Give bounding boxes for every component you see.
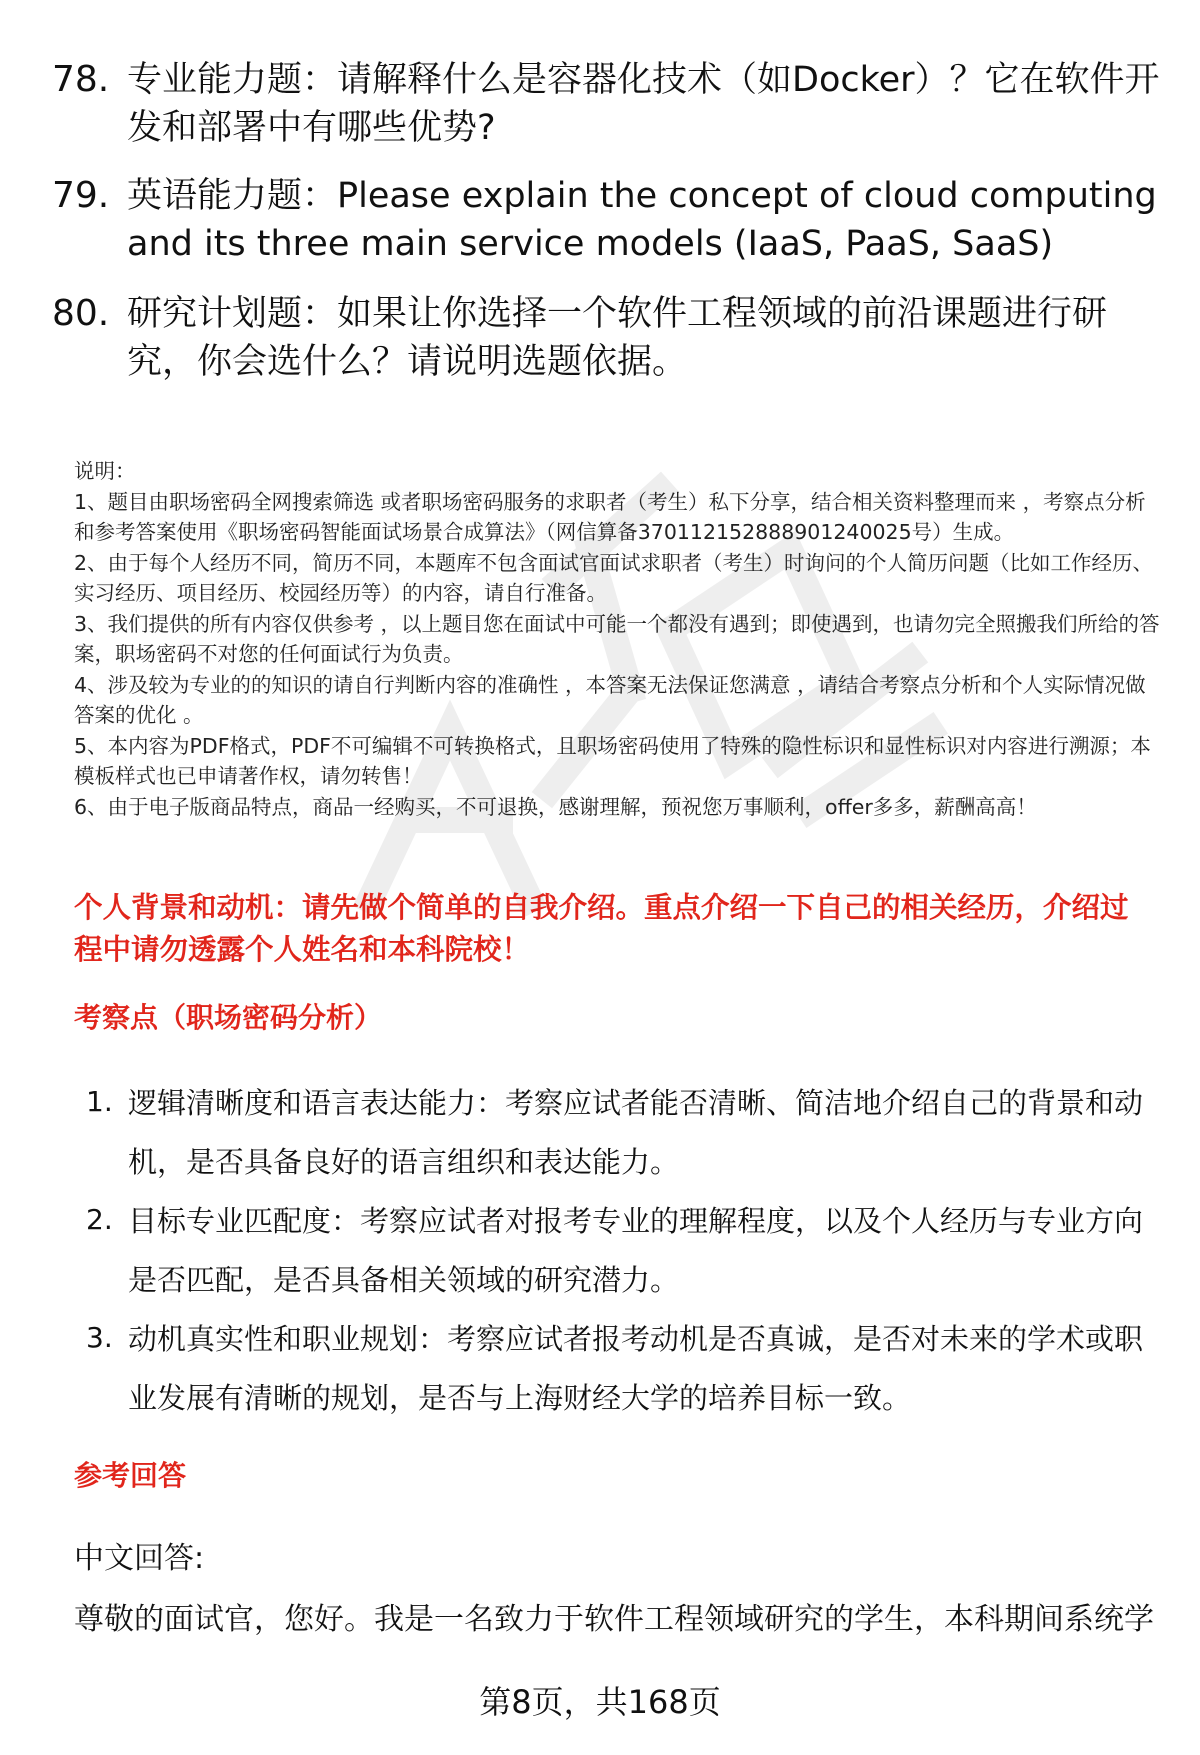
analysis-points xyxy=(0,1074,1200,1428)
point-number: 1. xyxy=(86,1085,113,1118)
analysis-point xyxy=(0,1074,1200,1192)
featured-question: 个人背景和动机：请先做个简单的自我介绍。重点介绍一下自己的相关经历，介绍过程中请勿透露个人姓名和本科院校！ xyxy=(74,891,1129,966)
question-text: 研究计划题：如果让你选择一个软件工程领域的前沿课题进行研究，你会选什么？请说明选题依据。 xyxy=(127,294,1108,382)
point-text: 动机真实性和职业规划：考察应试者报考动机是否真诚，是否对未来的学术或职业发展有清晰的规划，是否与上海财经大学的培养目标一致。 xyxy=(128,1322,1144,1415)
analysis-point xyxy=(0,1192,1200,1310)
reference-title: 参考回答 xyxy=(74,1459,187,1492)
note-item: 5、本内容为PDF格式，PDF不可编辑不可转换格式，且职场密码使用了特殊的隐性标识和显性标识对内容进行溯源；本模板样式也已申请著作权，请勿转售！ xyxy=(74,733,1151,788)
question-number: 80. xyxy=(52,293,110,334)
note-item: 6、由于电子版商品特点，商品一经购买，不可退换，感谢理解，预祝您万事顺利，offer多多，薪酬高高！ xyxy=(74,794,1037,819)
question-number: 79. xyxy=(52,175,110,216)
disclaimer-notes xyxy=(74,456,1164,822)
note-item: 1、题目由职场密码全网搜索筛选 或者职场密码服务的求职者（考生）私下分享，结合相关资料整理而来 ，考察点分析和参考答案使用《职场密码智能面试场景合成算法》（网信算备370112152888901240025号）生成。 xyxy=(74,489,1146,544)
answer-text: 尊敬的面试官，您好。我是一名致力于软件工程领域研究的学生，本科期间系统学 xyxy=(74,1602,1154,1637)
analysis-title: 考察点（职场密码分析） xyxy=(74,1001,383,1034)
note-item: 3、我们提供的所有内容仅供参考 ，以上题目您在面试中可能一个都没有遇到；即使遇到，也请勿完全照搬我们所给的答案，职场密码不对您的任何面试行为负责。 xyxy=(74,611,1160,666)
point-number: 3. xyxy=(86,1321,113,1354)
notes-heading: 说明： xyxy=(74,459,136,483)
analysis-point xyxy=(0,1310,1200,1428)
point-number: 2. xyxy=(86,1203,113,1236)
note-item: 2、由于每个人经历不同，简历不同，本题库不包含面试官面试求职者（考生）时询问的个人简历问题（比如工作经历、实习经历、项目经历、校园经历等）的内容，请自行准备。 xyxy=(74,550,1154,605)
question-text: 专业能力题：请解释什么是容器化技术（如Docker）？它在软件开发和部署中有哪些优势? xyxy=(127,60,1160,148)
page-footer: 第8页，共168页 xyxy=(479,1683,721,1721)
note-item: 4、涉及较为专业的的知识的请自行判断内容的准确性 ，本答案无法保证您满意 ，请结合考察点分析和个人实际情况做答案的优化 。 xyxy=(74,672,1146,727)
question-text: 英语能力题：Please explain the concept of cloud computing and its three main service models (IaaS, PaaS, SaaS) xyxy=(127,176,1157,264)
chinese-answer-label: 中文回答: xyxy=(74,1541,205,1576)
point-text: 目标专业匹配度：考察应试者对报考专业的理解程度，以及个人经历与专业方向是否匹配，是否具备相关领域的研究潜力。 xyxy=(128,1204,1144,1297)
point-text: 逻辑清晰度和语言表达能力：考察应试者能否清晰、简洁地介绍自己的背景和动机，是否具备良好的语言组织和表达能力。 xyxy=(128,1086,1144,1179)
question-number: 78. xyxy=(52,59,110,100)
